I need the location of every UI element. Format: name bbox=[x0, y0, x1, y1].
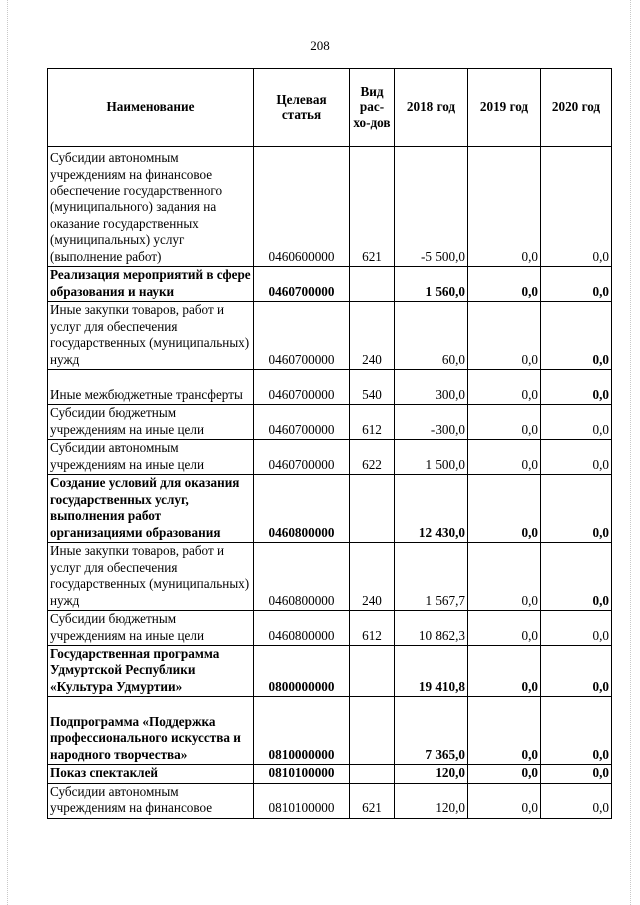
row-vid: 612 bbox=[350, 611, 395, 646]
row-code: 0460700000 bbox=[254, 302, 350, 370]
header-2018: 2018 год bbox=[395, 69, 468, 147]
table-row bbox=[48, 646, 612, 697]
right-margin-dots bbox=[630, 0, 632, 905]
row-2018: 300,0 bbox=[395, 370, 468, 405]
row-2018: 120,0 bbox=[395, 765, 468, 783]
row-vid bbox=[350, 267, 395, 302]
row-2020: 0,0 bbox=[541, 543, 612, 611]
row-2020: 0,0 bbox=[541, 405, 612, 440]
row-2019: 0,0 bbox=[468, 783, 541, 818]
row-code: 0460600000 bbox=[254, 147, 350, 267]
header-row bbox=[48, 69, 612, 147]
row-2020: 0,0 bbox=[541, 611, 612, 646]
row-2020: 0,0 bbox=[541, 765, 612, 783]
row-vid bbox=[350, 475, 395, 543]
table-row bbox=[48, 267, 612, 302]
row-2018: -300,0 bbox=[395, 405, 468, 440]
row-vid bbox=[350, 646, 395, 697]
row-code: 0810000000 bbox=[254, 697, 350, 765]
row-vid: 240 bbox=[350, 543, 395, 611]
header-vid: Вид рас-хо-дов bbox=[350, 69, 395, 147]
table-row bbox=[48, 405, 612, 440]
row-vid bbox=[350, 697, 395, 765]
row-2018: 1 567,7 bbox=[395, 543, 468, 611]
table-row bbox=[48, 475, 612, 543]
row-code: 0460800000 bbox=[254, 543, 350, 611]
row-2019: 0,0 bbox=[468, 646, 541, 697]
row-2018: 1 560,0 bbox=[395, 267, 468, 302]
row-name: Субсидии бюджетным учреждениям на иные цели bbox=[48, 611, 254, 646]
row-vid: 622 bbox=[350, 440, 395, 475]
row-code: 0460800000 bbox=[254, 475, 350, 543]
table-row bbox=[48, 440, 612, 475]
table-row bbox=[48, 147, 612, 267]
row-2019: 0,0 bbox=[468, 302, 541, 370]
row-2019: 0,0 bbox=[468, 405, 541, 440]
header-2019: 2019 год bbox=[468, 69, 541, 147]
row-vid: 540 bbox=[350, 370, 395, 405]
row-2020: 0,0 bbox=[541, 475, 612, 543]
row-2018: 19 410,8 bbox=[395, 646, 468, 697]
row-2018: 7 365,0 bbox=[395, 697, 468, 765]
row-code: 0460800000 bbox=[254, 611, 350, 646]
table-row bbox=[48, 697, 612, 765]
page-number: 208 bbox=[310, 38, 330, 53]
row-2020: 0,0 bbox=[541, 267, 612, 302]
row-name: Субсидии бюджетным учреждениям на иные цели bbox=[48, 405, 254, 440]
table-row bbox=[48, 765, 612, 783]
table-row bbox=[48, 783, 612, 818]
row-vid: 621 bbox=[350, 783, 395, 818]
row-code: 0460700000 bbox=[254, 267, 350, 302]
row-2018: 120,0 bbox=[395, 783, 468, 818]
row-name: Субсидии автономным учреждениям на иные цели bbox=[48, 440, 254, 475]
row-vid: 621 bbox=[350, 147, 395, 267]
row-name: Субсидии автономным учреждениям на финансовое обеспечение государственного (муниципального) задания на оказание государственных (муниципальных) услуг (выполнение работ) bbox=[48, 147, 254, 267]
row-2019: 0,0 bbox=[468, 543, 541, 611]
row-name: Иные закупки товаров, работ и услуг для обеспечения государственных (муниципальных) нужд bbox=[48, 543, 254, 611]
row-2020: 0,0 bbox=[541, 370, 612, 405]
row-code: 0810100000 bbox=[254, 765, 350, 783]
row-2018: 12 430,0 bbox=[395, 475, 468, 543]
row-name: Субсидии автономным учреждениям на финансовое bbox=[48, 783, 254, 818]
header-code: Целевая статья bbox=[254, 69, 350, 147]
row-2019: 0,0 bbox=[468, 440, 541, 475]
left-margin-dots bbox=[7, 0, 9, 905]
row-2019: 0,0 bbox=[468, 697, 541, 765]
row-2019: 0,0 bbox=[468, 765, 541, 783]
row-2020: 0,0 bbox=[541, 147, 612, 267]
row-code: 0800000000 bbox=[254, 646, 350, 697]
row-code: 0460700000 bbox=[254, 405, 350, 440]
row-name: Иные закупки товаров, работ и услуг для обеспечения государственных (муниципальных) нужд bbox=[48, 302, 254, 370]
row-name: Реализация мероприятий в сфере образования и науки bbox=[48, 267, 254, 302]
row-name: Подпрограмма «Поддержка профессионального искусства и народного творчества» bbox=[48, 697, 254, 765]
table-row bbox=[48, 543, 612, 611]
row-2018: 1 500,0 bbox=[395, 440, 468, 475]
row-vid bbox=[350, 765, 395, 783]
row-code: 0460700000 bbox=[254, 440, 350, 475]
row-code: 0810100000 bbox=[254, 783, 350, 818]
table-row bbox=[48, 370, 612, 405]
row-vid: 612 bbox=[350, 405, 395, 440]
row-2019: 0,0 bbox=[468, 475, 541, 543]
row-2018: 10 862,3 bbox=[395, 611, 468, 646]
row-2020: 0,0 bbox=[541, 697, 612, 765]
row-2020: 0,0 bbox=[541, 783, 612, 818]
row-2018: -5 500,0 bbox=[395, 147, 468, 267]
table-row bbox=[48, 302, 612, 370]
row-name: Иные межбюджетные трансферты bbox=[48, 370, 254, 405]
header-name: Наименование bbox=[48, 69, 254, 147]
row-2019: 0,0 bbox=[468, 370, 541, 405]
row-vid: 240 bbox=[350, 302, 395, 370]
row-name: Государственная программа Удмуртской Республики «Культура Удмуртии» bbox=[48, 646, 254, 697]
row-2019: 0,0 bbox=[468, 267, 541, 302]
table-row bbox=[48, 611, 612, 646]
row-2019: 0,0 bbox=[468, 611, 541, 646]
budget-table bbox=[47, 68, 612, 819]
row-2018: 60,0 bbox=[395, 302, 468, 370]
row-2020: 0,0 bbox=[541, 302, 612, 370]
row-2019: 0,0 bbox=[468, 147, 541, 267]
row-2020: 0,0 bbox=[541, 646, 612, 697]
row-name: Создание условий для оказания государственных услуг, выполнения работ организациями образования bbox=[48, 475, 254, 543]
header-2020: 2020 год bbox=[541, 69, 612, 147]
row-name: Показ спектаклей bbox=[48, 765, 254, 783]
row-2020: 0,0 bbox=[541, 440, 612, 475]
row-code: 0460700000 bbox=[254, 370, 350, 405]
